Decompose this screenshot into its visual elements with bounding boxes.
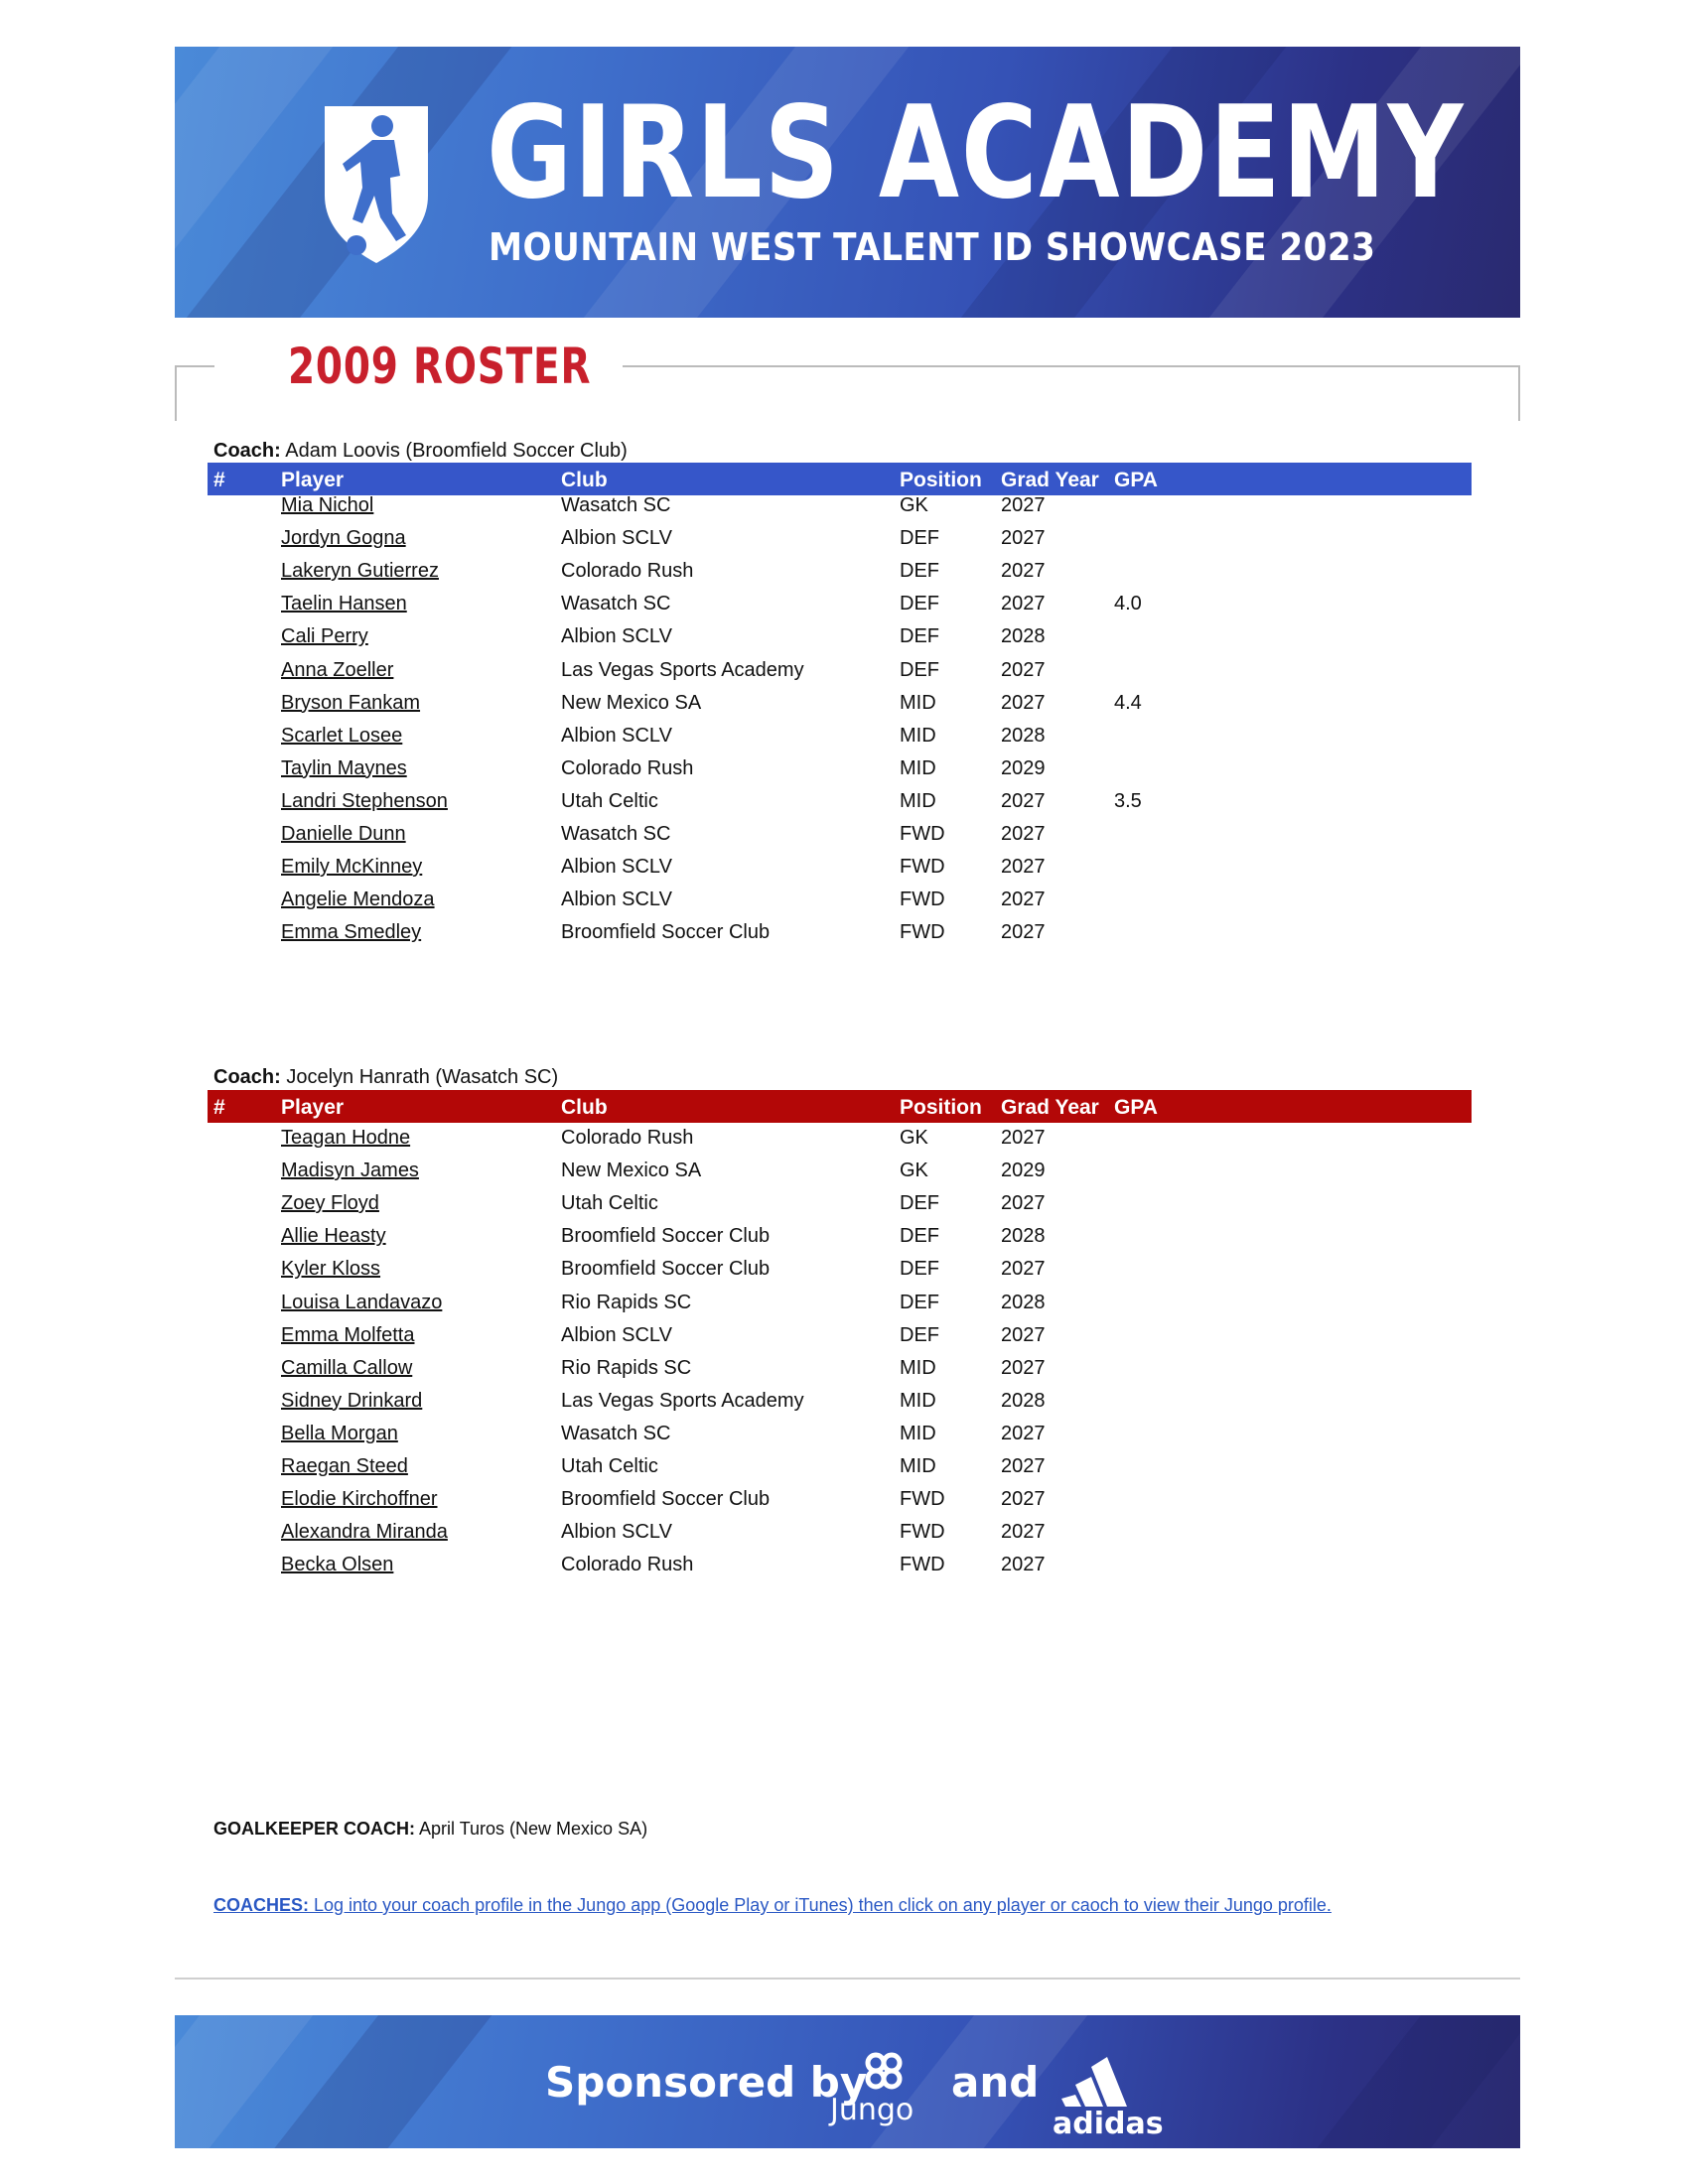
grad-year-cell: 2027 bbox=[1001, 560, 1046, 583]
grad-year-cell: 2027 bbox=[1001, 1258, 1046, 1281]
club-cell: Colorado Rush bbox=[561, 1554, 694, 1576]
player-name-link[interactable]: Elodie Kirchoffner bbox=[281, 1488, 438, 1511]
table-row bbox=[0, 1554, 1688, 1586]
player-name-link[interactable]: Angelie Mendoza bbox=[281, 888, 435, 911]
club-cell: Wasatch SC bbox=[561, 823, 671, 845]
table-row bbox=[0, 1390, 1688, 1423]
grad-year-cell: 2027 bbox=[1001, 1192, 1046, 1215]
position-cell: FWD bbox=[900, 888, 945, 911]
grad-year-cell: 2028 bbox=[1001, 1291, 1046, 1313]
player-name-link[interactable]: Anna Zoeller bbox=[281, 658, 394, 681]
grad-year-cell: 2027 bbox=[1001, 527, 1046, 550]
table-row bbox=[0, 560, 1688, 593]
player-name-link[interactable]: Louisa Landavazo bbox=[281, 1291, 443, 1313]
header-banner bbox=[175, 47, 1520, 318]
player-name-link[interactable]: Alexandra Miranda bbox=[281, 1521, 448, 1544]
gpa-cell: 3.5 bbox=[1114, 789, 1142, 812]
grad-year-cell: 2028 bbox=[1001, 724, 1046, 747]
table-row bbox=[0, 888, 1688, 921]
grad-year-cell: 2027 bbox=[1001, 1127, 1046, 1149]
player-name-link[interactable]: Kyler Kloss bbox=[281, 1258, 381, 1281]
column-header-club: Club bbox=[561, 469, 608, 491]
table-row bbox=[0, 625, 1688, 658]
banner-stripe bbox=[1112, 2015, 1520, 2148]
gpa-cell: 4.0 bbox=[1114, 593, 1142, 615]
position-cell: DEF bbox=[900, 1258, 939, 1281]
position-cell: MID bbox=[900, 789, 936, 812]
player-name-link[interactable]: Sidney Drinkard bbox=[281, 1389, 423, 1412]
player-name-link[interactable]: Danielle Dunn bbox=[281, 823, 406, 845]
coaches-note-text: Log into your coach profile in the Jungo app (Google Play or iTunes) then click on any player or caoch to view their Jungo profile. bbox=[309, 1895, 1332, 1915]
grad-year-cell: 2028 bbox=[1001, 1389, 1046, 1412]
column-header-player: Player bbox=[281, 1096, 345, 1119]
position-cell: MID bbox=[900, 1422, 936, 1444]
grad-year-cell: 2027 bbox=[1001, 1422, 1046, 1444]
coach-name: Adam Loovis (Broomfield Soccer Club) bbox=[280, 440, 628, 462]
position-cell: FWD bbox=[900, 823, 945, 845]
table-row bbox=[0, 1521, 1688, 1554]
player-name-link[interactable]: Bella Morgan bbox=[281, 1422, 398, 1444]
table-header bbox=[208, 463, 1472, 495]
player-name-link[interactable]: Lakeryn Gutierrez bbox=[281, 560, 439, 583]
grad-year-cell: 2027 bbox=[1001, 691, 1046, 714]
table-row bbox=[0, 725, 1688, 757]
club-cell: Colorado Rush bbox=[561, 756, 694, 779]
position-cell: FWD bbox=[900, 1554, 945, 1576]
club-cell: Utah Celtic bbox=[561, 1192, 658, 1215]
grad-year-cell: 2027 bbox=[1001, 1323, 1046, 1346]
table-row bbox=[0, 1258, 1688, 1291]
player-name-link[interactable]: Zoey Floyd bbox=[281, 1192, 379, 1215]
frame-line bbox=[175, 365, 214, 367]
grad-year-cell: 2027 bbox=[1001, 1554, 1046, 1576]
position-cell: DEF bbox=[900, 1291, 939, 1313]
coach-label: Coach: bbox=[213, 440, 281, 462]
club-cell: Rio Rapids SC bbox=[561, 1356, 692, 1379]
frame-line bbox=[1518, 365, 1520, 421]
position-cell: DEF bbox=[900, 593, 939, 615]
club-cell: Rio Rapids SC bbox=[561, 1291, 692, 1313]
player-name-link[interactable]: Madisyn James bbox=[281, 1160, 419, 1182]
position-cell: FWD bbox=[900, 856, 945, 879]
goalkeeper-coach-label: GOALKEEPER COACH: bbox=[213, 1819, 416, 1839]
player-name-link[interactable]: Bryson Fankam bbox=[281, 691, 421, 714]
player-name-link[interactable]: Teagan Hodne bbox=[281, 1127, 411, 1149]
player-name-link[interactable]: Allie Heasty bbox=[281, 1225, 386, 1248]
grad-year-cell: 2027 bbox=[1001, 658, 1046, 681]
column-header-position: Position bbox=[900, 469, 982, 491]
player-shield-icon bbox=[317, 96, 436, 265]
adidas-logo-icon bbox=[1061, 2051, 1141, 2107]
club-cell: New Mexico SA bbox=[561, 691, 702, 714]
table-row bbox=[0, 659, 1688, 692]
table-row bbox=[0, 790, 1688, 823]
position-cell: FWD bbox=[900, 1521, 945, 1544]
table-row bbox=[0, 757, 1688, 790]
player-name-link[interactable]: Emily McKinney bbox=[281, 856, 423, 879]
frame-line bbox=[175, 365, 177, 421]
player-name-link[interactable]: Landri Stephenson bbox=[281, 789, 448, 812]
table-row bbox=[0, 1324, 1688, 1357]
jungo-logo-icon bbox=[862, 2049, 906, 2093]
player-name-link[interactable]: Scarlet Losee bbox=[281, 724, 403, 747]
coach-label: Coach: bbox=[213, 1066, 281, 1088]
table-row bbox=[0, 1455, 1688, 1488]
coach-name: Jocelyn Hanrath (Wasatch SC) bbox=[280, 1066, 559, 1088]
club-cell: Colorado Rush bbox=[561, 560, 694, 583]
grad-year-cell: 2027 bbox=[1001, 1455, 1046, 1477]
table-row bbox=[0, 593, 1688, 625]
club-cell: Las Vegas Sports Academy bbox=[561, 658, 804, 681]
position-cell: MID bbox=[900, 1356, 936, 1379]
gpa-cell: 4.4 bbox=[1114, 691, 1142, 714]
grad-year-cell: 2027 bbox=[1001, 856, 1046, 879]
club-cell: New Mexico SA bbox=[561, 1160, 702, 1182]
club-cell: Albion SCLV bbox=[561, 888, 672, 911]
club-cell: Albion SCLV bbox=[561, 625, 672, 648]
grad-year-cell: 2027 bbox=[1001, 1488, 1046, 1511]
position-cell: MID bbox=[900, 724, 936, 747]
grad-year-cell: 2029 bbox=[1001, 1160, 1046, 1182]
table-row bbox=[0, 494, 1688, 527]
club-cell: Albion SCLV bbox=[561, 527, 672, 550]
table-row bbox=[0, 823, 1688, 856]
grad-year-cell: 2028 bbox=[1001, 625, 1046, 648]
frame-line bbox=[623, 365, 1520, 367]
club-cell: Broomfield Soccer Club bbox=[561, 1225, 771, 1248]
table-row bbox=[0, 1423, 1688, 1455]
grad-year-cell: 2029 bbox=[1001, 756, 1046, 779]
player-name-link[interactable]: Emma Molfetta bbox=[281, 1323, 415, 1346]
coaches-note-label: COACHES: bbox=[213, 1895, 310, 1915]
position-cell: GK bbox=[900, 494, 928, 516]
position-cell: GK bbox=[900, 1127, 928, 1149]
column-header-number: # bbox=[213, 1096, 225, 1119]
table-row bbox=[0, 1225, 1688, 1258]
club-cell: Colorado Rush bbox=[561, 1127, 694, 1149]
adidas-wordmark: adidas bbox=[1053, 2107, 1164, 2141]
player-name-link[interactable]: Camilla Callow bbox=[281, 1356, 413, 1379]
position-cell: DEF bbox=[900, 1192, 939, 1215]
player-name-link[interactable]: Becka Olsen bbox=[281, 1554, 394, 1576]
club-cell: Utah Celtic bbox=[561, 789, 658, 812]
column-header-position: Position bbox=[900, 1096, 982, 1119]
player-name-link[interactable]: Taylin Maynes bbox=[281, 756, 407, 779]
banner-title: GIRLS ACADEMY bbox=[487, 79, 1466, 227]
club-cell: Albion SCLV bbox=[561, 724, 672, 747]
grad-year-cell: 2027 bbox=[1001, 823, 1046, 845]
position-cell: DEF bbox=[900, 1323, 939, 1346]
divider bbox=[175, 1978, 1520, 1979]
table-row bbox=[0, 1192, 1688, 1225]
player-name-link[interactable]: Cali Perry bbox=[281, 625, 368, 648]
club-cell: Albion SCLV bbox=[561, 1521, 672, 1544]
column-header-gpa: GPA bbox=[1114, 1096, 1158, 1119]
table-row bbox=[0, 1160, 1688, 1192]
grad-year-cell: 2027 bbox=[1001, 888, 1046, 911]
club-cell: Las Vegas Sports Academy bbox=[561, 1389, 804, 1412]
grad-year-cell: 2028 bbox=[1001, 1225, 1046, 1248]
club-cell: Albion SCLV bbox=[561, 1323, 672, 1346]
table-row bbox=[0, 692, 1688, 725]
club-cell: Wasatch SC bbox=[561, 593, 671, 615]
position-cell: DEF bbox=[900, 1225, 939, 1248]
player-name-link[interactable]: Jordyn Gogna bbox=[281, 527, 406, 550]
table-row bbox=[0, 1357, 1688, 1390]
position-cell: FWD bbox=[900, 1488, 945, 1511]
club-cell: Broomfield Soccer Club bbox=[561, 921, 771, 944]
roster-title: 2009 ROSTER bbox=[288, 338, 592, 395]
coach-line bbox=[213, 440, 628, 463]
club-cell: Wasatch SC bbox=[561, 1422, 671, 1444]
position-cell: MID bbox=[900, 691, 936, 714]
club-cell: Broomfield Soccer Club bbox=[561, 1258, 771, 1281]
grad-year-cell: 2027 bbox=[1001, 1356, 1046, 1379]
table-row bbox=[0, 1127, 1688, 1160]
table-row bbox=[0, 1488, 1688, 1521]
grad-year-cell: 2027 bbox=[1001, 494, 1046, 516]
position-cell: FWD bbox=[900, 921, 945, 944]
coach-line bbox=[213, 1066, 558, 1089]
position-cell: MID bbox=[900, 1455, 936, 1477]
table-header bbox=[208, 1090, 1472, 1123]
position-cell: DEF bbox=[900, 560, 939, 583]
sponsored-by-text: Sponsored by bbox=[545, 2058, 868, 2107]
banner-subtitle: MOUNTAIN WEST TALENT ID SHOWCASE 2023 bbox=[489, 225, 1376, 269]
club-cell: Utah Celtic bbox=[561, 1455, 658, 1477]
grad-year-cell: 2027 bbox=[1001, 1521, 1046, 1544]
player-name-link[interactable]: Raegan Steed bbox=[281, 1455, 408, 1477]
grad-year-cell: 2027 bbox=[1001, 789, 1046, 812]
column-header-gpa: GPA bbox=[1114, 469, 1158, 491]
table-row bbox=[0, 527, 1688, 560]
coaches-note-link[interactable] bbox=[213, 1895, 1332, 1916]
club-cell: Broomfield Soccer Club bbox=[561, 1488, 771, 1511]
and-text: and bbox=[951, 2058, 1040, 2107]
column-header-grad-year: Grad Year bbox=[1001, 469, 1099, 491]
table-row bbox=[0, 921, 1688, 954]
club-cell: Albion SCLV bbox=[561, 856, 672, 879]
sponsor-banner bbox=[175, 2015, 1520, 2148]
grad-year-cell: 2027 bbox=[1001, 593, 1046, 615]
position-cell: GK bbox=[900, 1160, 928, 1182]
table-row bbox=[0, 856, 1688, 888]
player-name-link[interactable]: Emma Smedley bbox=[281, 921, 422, 944]
position-cell: DEF bbox=[900, 658, 939, 681]
player-name-link[interactable]: Mia Nichol bbox=[281, 494, 374, 516]
column-header-player: Player bbox=[281, 469, 345, 491]
club-cell: Wasatch SC bbox=[561, 494, 671, 516]
goalkeeper-coach bbox=[213, 1819, 647, 1840]
column-header-number: # bbox=[213, 469, 225, 491]
jungo-wordmark: Jungo bbox=[830, 2093, 914, 2127]
column-header-club: Club bbox=[561, 1096, 608, 1119]
player-name-link[interactable]: Taelin Hansen bbox=[281, 593, 407, 615]
position-cell: MID bbox=[900, 1389, 936, 1412]
column-header-grad-year: Grad Year bbox=[1001, 1096, 1099, 1119]
goalkeeper-coach-name: April Turos (New Mexico SA) bbox=[415, 1819, 648, 1839]
position-cell: MID bbox=[900, 756, 936, 779]
position-cell: DEF bbox=[900, 527, 939, 550]
table-row bbox=[0, 1292, 1688, 1324]
position-cell: DEF bbox=[900, 625, 939, 648]
grad-year-cell: 2027 bbox=[1001, 921, 1046, 944]
